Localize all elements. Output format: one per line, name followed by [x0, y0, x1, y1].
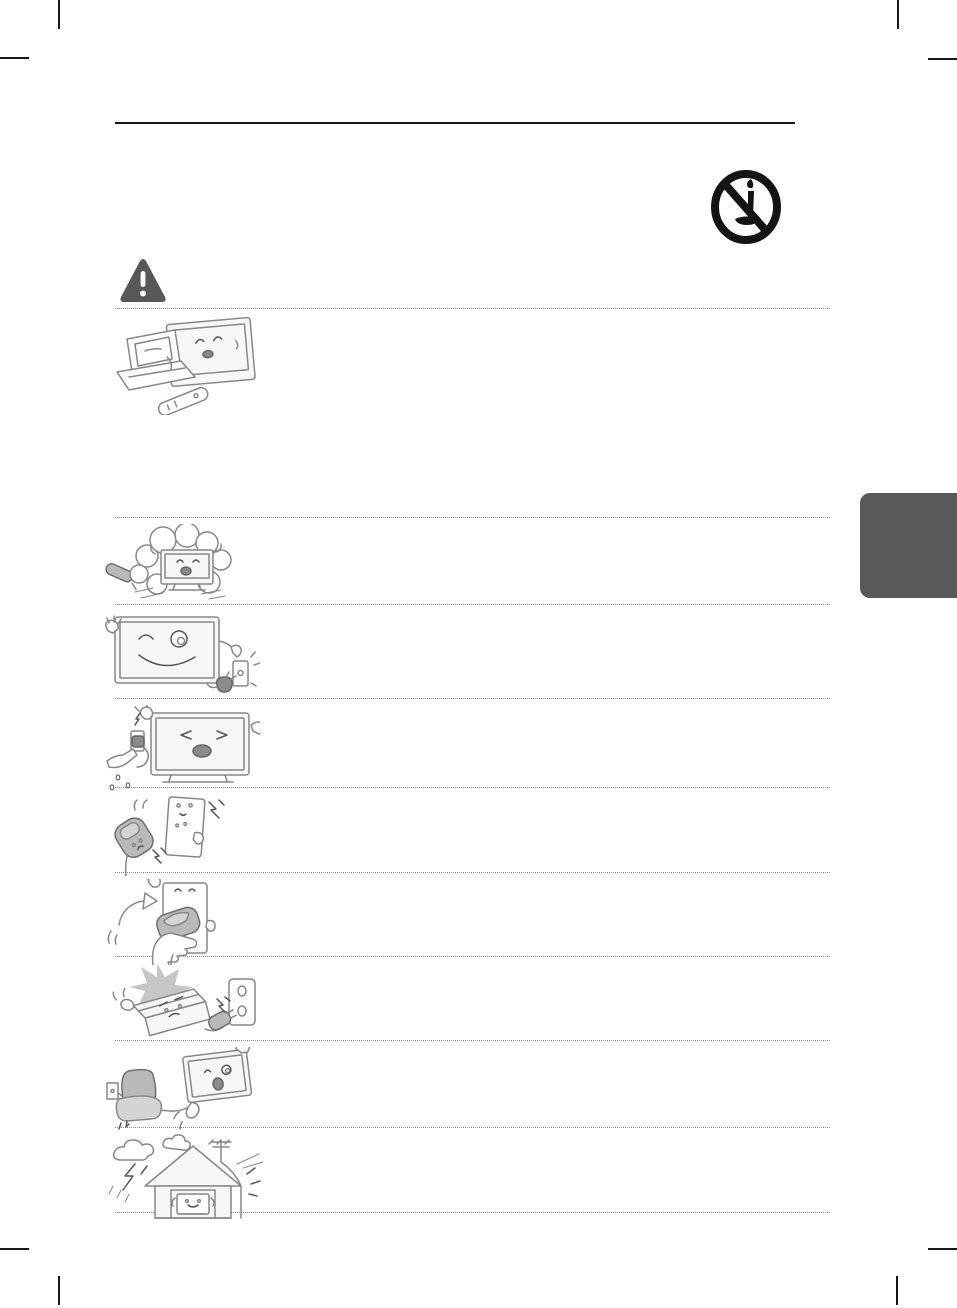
safety-item-row	[115, 308, 830, 517]
cord-pinched-by-furniture-illustration	[105, 1047, 265, 1131]
unplug-before-cleaning-illustration	[105, 611, 260, 701]
safety-item-row	[115, 872, 830, 956]
wet-hands-warning-illustration	[105, 705, 260, 791]
safety-items	[115, 308, 830, 1213]
overload-outlet-illustration	[105, 963, 265, 1045]
crop-mark	[928, 58, 957, 60]
safety-item-row	[115, 1040, 830, 1127]
caution-triangle-icon	[118, 258, 168, 304]
grip-plug-when-unplugging-illustration	[105, 879, 245, 965]
do-not-repair-illustration	[105, 315, 275, 415]
dust-cleaning-illustration	[105, 524, 265, 604]
safety-item-row	[115, 1127, 830, 1213]
crop-mark	[897, 0, 899, 29]
section-rule	[115, 122, 795, 124]
crop-mark	[0, 57, 29, 59]
safety-item-row	[115, 787, 830, 872]
crop-mark	[58, 0, 60, 29]
no-open-flames-icon	[706, 167, 786, 247]
safety-item-row	[115, 604, 830, 698]
crop-mark	[0, 1248, 29, 1250]
safety-item-row	[115, 698, 830, 787]
crop-mark	[928, 1248, 957, 1250]
chapter-edge-tab	[860, 493, 957, 598]
damaged-plug-illustration	[105, 794, 235, 876]
safety-item-row	[115, 517, 830, 604]
crop-mark	[896, 1276, 898, 1305]
lightning-storm-illustration	[105, 1134, 280, 1220]
crop-mark	[58, 1276, 60, 1305]
safety-item-row	[115, 956, 830, 1040]
